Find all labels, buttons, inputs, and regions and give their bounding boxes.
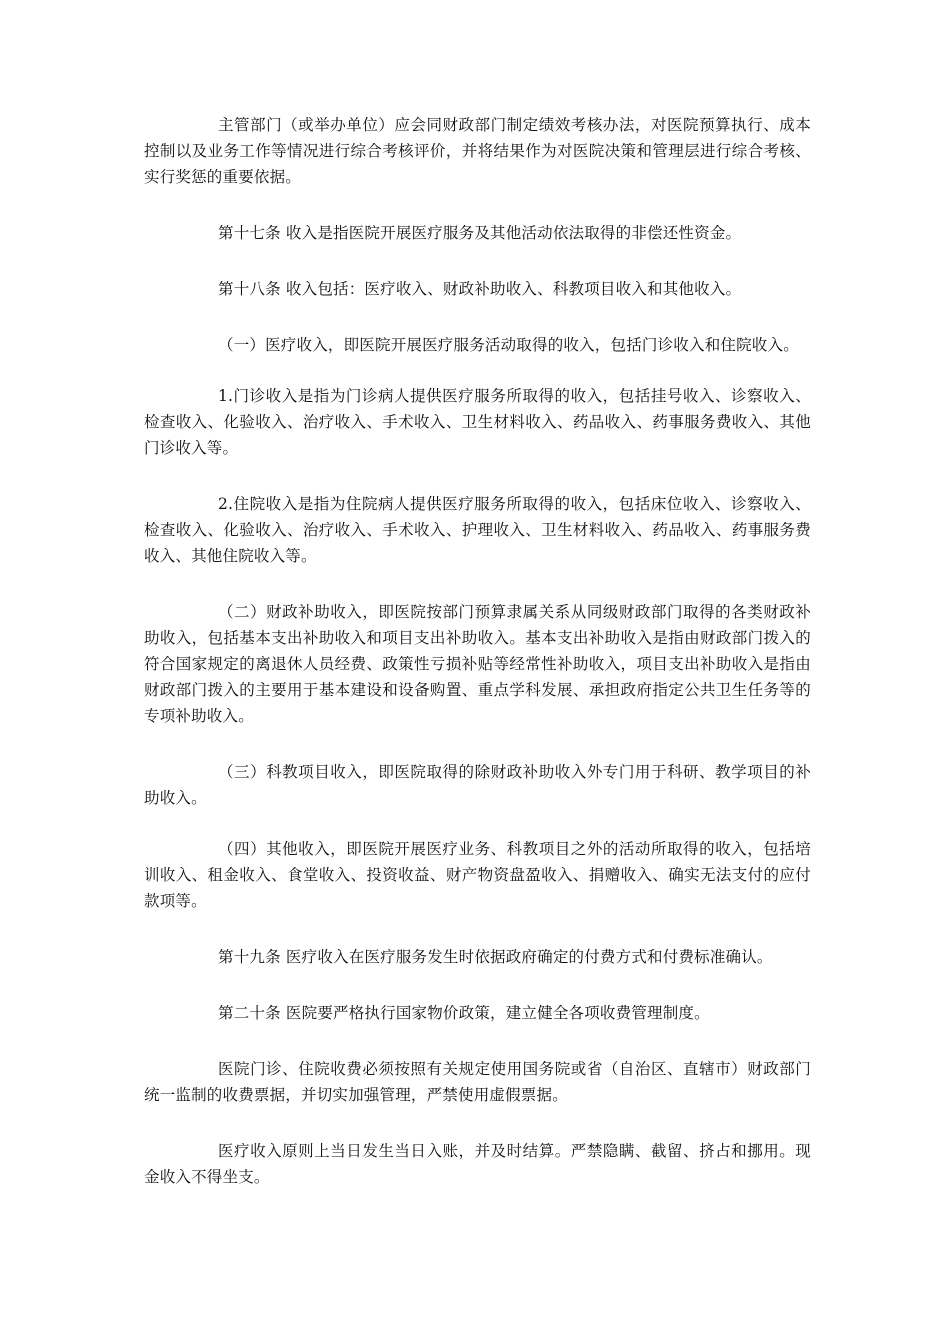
paragraph-article-18: 第十八条 收入包括：医疗收入、财政补助收入、科教项目收入和其他收入。 [218, 280, 742, 298]
paragraph-daily-accounting: 医疗收入原则上当日发生当日入账，并及时结算。严禁隐瞒、截留、挤占和挪用。现金收入不得坐支。 [144, 1142, 811, 1186]
paragraph-article-20: 第二十条 医院要严格执行国家物价政策，建立健全各项收费管理制度。 [218, 1004, 710, 1022]
paragraph-inpatient-income: 2.住院收入是指为住院病人提供医疗服务所取得的收入，包括床位收入、诊察收入、检查收入、化验收入、治疗收入、手术收入、护理收入、卫生材料收入、药品收入、药事服务费收入、其他住院收入等。 [144, 495, 811, 565]
paragraph-research-education-income: （三）科教项目收入，即医院取得的除财政补助收入外专门用于科研、教学项目的补助收入。 [144, 763, 811, 807]
paragraph-performance-assessment: 主管部门（或举办单位）应会同财政部门制定绩效考核办法，对医院预算执行、成本控制以及业务工作等情况进行综合考核评价，并将结果作为对医院决策和管理层进行综合考核、实行奖惩的重要依据。 [144, 116, 811, 186]
paragraph-article-17: 第十七条 收入是指医院开展医疗服务及其他活动依法取得的非偿还性资金。 [218, 224, 742, 242]
paragraph-fee-receipts: 医院门诊、住院收费必须按照有关规定使用国务院或省（自治区、直辖市）财政部门统一监制的收费票据，并切实加强管理，严禁使用虚假票据。 [144, 1060, 811, 1104]
paragraph-other-income: （四）其他收入，即医院开展医疗业务、科教项目之外的活动所取得的收入，包括培训收入、租金收入、食堂收入、投资收益、财产物资盘盈收入、捐赠收入、确实无法支付的应付款项等。 [144, 840, 811, 910]
paragraph-outpatient-income: 1.门诊收入是指为门诊病人提供医疗服务所取得的收入，包括挂号收入、诊察收入、检查收入、化验收入、治疗收入、手术收入、卫生材料收入、药品收入、药事服务费收入、其他门诊收入等。 [144, 387, 811, 457]
document-page [144, 112, 811, 1220]
paragraph-medical-income: （一）医疗收入，即医院开展医疗服务活动取得的收入，包括门诊收入和住院收入。 [218, 336, 799, 354]
paragraph-article-19: 第十九条 医疗收入在医疗服务发生时依据政府确定的付费方式和付费标准确认。 [218, 948, 773, 966]
paragraph-fiscal-subsidy-income: （二）财政补助收入，即医院按部门预算隶属关系从同级财政部门取得的各类财政补助收入，包括基本支出补助收入和项目支出补助收入。基本支出补助收入是指由财政部门拨入的符合国家规定的离退休人员经费、政策性亏损补贴等经常性补助收入，项目支出补助收入是指由财政部门拨入的主要用于基本建设和设备购置、重点学科发展、承担政府指定公共卫生任务等的专项补助收入。 [144, 603, 811, 725]
